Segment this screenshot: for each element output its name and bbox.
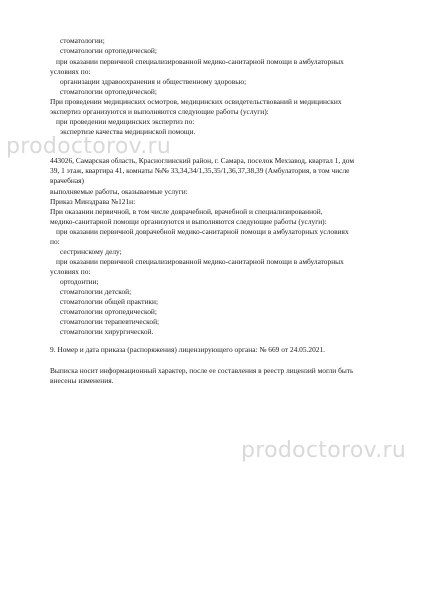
text-line: При проведении медицинских осмотров, медицинских освидетельствований и медицинских <box>50 97 342 106</box>
text-line: 39, 1 этаж, квартира 41, комнаты №№ 33,34,34/1,35,35/1,36,37,38,39 (Амбулатория, в том числе <box>50 166 350 175</box>
text-line: При оказании первичной, в том числе доврачебной, врачебной и специализированной, <box>50 207 323 216</box>
text-line: экспертиз организуются и выполняются следующие работы (услуги): <box>50 107 269 116</box>
text-line: внесены изменения. <box>50 376 114 385</box>
text-line: при оказании первичной специализированной медико-санитарной помощи в амбулаторных <box>56 257 344 266</box>
text-line: при оказании первичной специализированной медико-санитарной помощи в амбулаторных <box>56 57 344 66</box>
watermark: prodoctorov.ru <box>241 438 407 463</box>
text-line: Приказ Минздрава №121н: <box>50 197 136 206</box>
text-line: стоматологии общей практики; <box>60 297 159 306</box>
text-line: стоматологии; <box>60 36 105 45</box>
text-line: при оказании первичной доврачебной медико-санитарной помощи в амбулаторных условиях <box>56 227 349 236</box>
text-line: выполняемые работы, оказываемые услуги: <box>50 187 188 196</box>
text-line: сестринскому делу; <box>60 247 122 256</box>
text-line: по: <box>50 237 60 246</box>
text-line: 9. Номер и дата приказа (распоряжения) лицензирующего органа: № 669 от 24.05.2021. <box>50 345 326 354</box>
text-line: 443026, Самарская область, Красноглинский район, г. Самара, поселок Мехзавод, квартал 1, дом <box>50 156 355 165</box>
text-line: стоматологии детской; <box>60 287 132 296</box>
text-line: стоматологии хирургической. <box>60 327 154 336</box>
text-line: стоматологии ортопедической; <box>60 46 157 55</box>
text-line: ортодонтии; <box>60 277 99 286</box>
text-line: условиях по: <box>50 67 91 76</box>
watermark: prodoctorov.ru <box>6 134 172 159</box>
text-line: организации здравоохранения и общественному здоровью; <box>60 77 247 86</box>
text-line: медико-санитарной помощи организуются и выполняются следующие работы (услуги): <box>50 217 327 226</box>
text-line: стоматологии ортопедической; <box>60 307 157 316</box>
text-line: стоматологии терапевтической; <box>60 317 160 326</box>
text-line: экспертизе качества медицинской помощи. <box>60 127 196 136</box>
text-line: врачебная) <box>50 176 85 185</box>
text-line: Выписка носит информационный характер, после ее составления в реестр лицензий могли быть <box>50 366 354 375</box>
text-line: стоматологии ортопедической; <box>60 87 157 96</box>
text-line: при проведении медицинских экспертиз по: <box>56 117 195 126</box>
text-line: условиях по: <box>50 267 91 276</box>
